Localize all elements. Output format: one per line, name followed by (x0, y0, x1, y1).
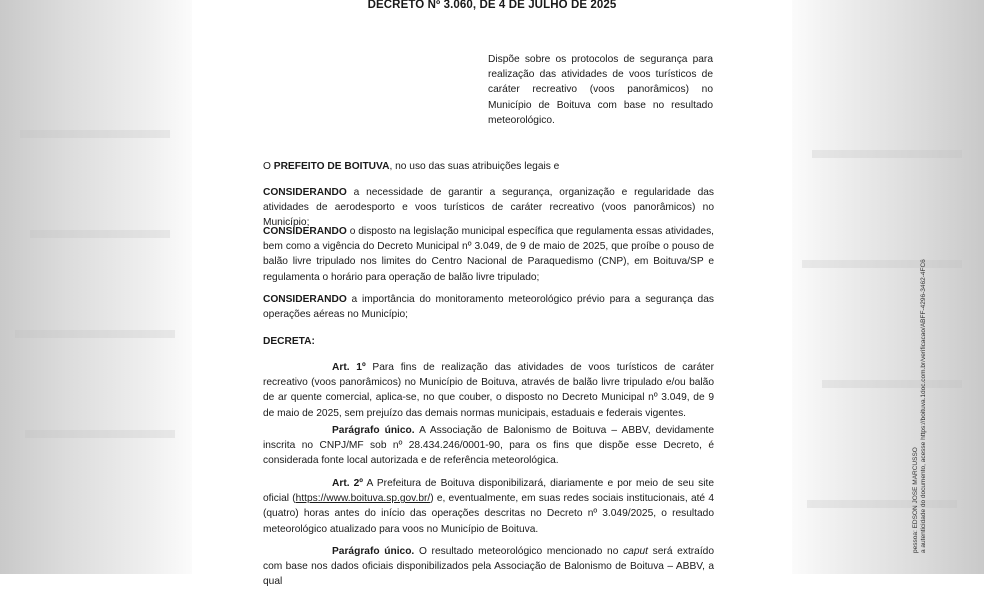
article-2-text: A Prefeitura de Boituva disponibilizará, diariamente e por meio de seu site oficial ( (263, 478, 714, 505)
signer-line: pessoa: EDSON JOSE MARCUSSO (912, 447, 919, 553)
left-blurred-background (0, 0, 192, 574)
official-site-link[interactable]: https://www.boituva.sp.gov.br/ (295, 493, 431, 505)
considerando-text: o disposto na legislação municipal específica que regulamenta essas atividades, bem como a vigência do Decreto Municipal nº 3.049, de 9 de maio de 2025, que proíbe o pouso de balão livre tripulado nos limites do Centro Nacional de Paraquedismo (CNP), em Boituva/SP e regulamenta o horário para operação de balão livre tripulado; (263, 226, 714, 283)
blurred-text-line (25, 430, 175, 438)
signature-verification-note (912, 259, 928, 553)
blurred-text-line (15, 330, 175, 338)
blurred-text-line (807, 500, 957, 508)
paragraph-label: Parágrafo único. (332, 425, 415, 436)
blurred-text-line (822, 380, 962, 388)
decree-title: DECRETO Nº 3.060, DE 4 DE JULHO DE 2025 (367, 0, 617, 11)
article-1-label: Art. 1º (332, 362, 366, 373)
decree-summary: Dispõe sobre os protocolos de segurança para realização das atividades de voos turísticos de caráter recreativo (voos panorâmicos) no Município de Boituva com base no resultado meteorológico. (488, 54, 713, 126)
right-blurred-background (792, 0, 984, 574)
paragraph-text: A Associação de Balonismo de Boituva – ABBV, devidamente inscrita no CNPJ/MF sob nº 28.434.246/0001-90, para os fins que dispõe esse Decreto, é considerada fonte local autorizada e de referência meteorológica. (263, 425, 714, 467)
preamble-paragraph (263, 159, 714, 174)
article-2-paragraph (263, 544, 714, 590)
considerando-text: a importância do monitoramento meteorológico prévio para a segurança das operações aéreas no Município; (263, 294, 714, 321)
blurred-text-line (30, 230, 170, 238)
article-2 (263, 476, 714, 537)
blurred-text-line (20, 130, 170, 138)
caput-term: caput (623, 546, 648, 557)
considerando-label: CONSIDERANDO (263, 187, 347, 198)
preamble-text: , no uso das suas atribuições legais e (389, 161, 560, 172)
article-2-label: Art. 2º (332, 478, 364, 489)
decreta-heading: DECRETA: (263, 336, 315, 347)
article-2-text-cont: ) e, eventualmente, em suas redes sociais institucionais, até 4 (quatro) horas antes do início das operações descritas no Decreto nº 3.049/2025, o resultado meteorológico atualizado para voos no Município de Boituva. (263, 493, 714, 535)
document-page (192, 0, 927, 588)
considerando-paragraph (263, 224, 714, 285)
verification-line: a autenticidade do documento, acesse https://boituva.1doc.com.br/verificacao/ABFF-4296-3462-4FC6 (920, 259, 927, 553)
considerando-paragraph (263, 292, 714, 322)
article-1-text: Para fins de realização das atividades de voos turísticos de caráter recreativo (voos panorâmicos) no Município de Boituva, através de balão livre tripulado e/ou balão de ar quente comercial, aplica-se, no que couber, o disposto no Decreto Municipal nº 3.049, de 9 de maio de 2025, sem prejuízo das demais normas municipais, estaduais e federais vigentes. (263, 362, 714, 419)
article-1-paragraph (263, 423, 714, 469)
paragraph-text-cont: será extraído com base nos dados oficiais disponibilizados pela Associação de Balonismo de Boituva – ABBV, a qual (263, 546, 714, 588)
article-1 (263, 360, 714, 421)
blurred-text-line (812, 150, 962, 158)
considerando-text: a necessidade de garantir a segurança, organização e regularidade das atividades de aerodesporto e voos turísticos de caráter recreativo (voos panorâmicos) no Município; (263, 187, 714, 229)
paragraph-text: O resultado meteorológico mencionado no (414, 546, 624, 557)
considerando-label: CONSIDERANDO (263, 294, 347, 305)
paragraph-label: Parágrafo único. (332, 546, 415, 557)
considerando-label: CONSIDERANDO (263, 226, 347, 237)
preamble-lead: O (263, 161, 271, 172)
preamble-mayor: PREFEITO DE BOITUVA (273, 161, 390, 172)
blurred-text-line (802, 260, 962, 268)
